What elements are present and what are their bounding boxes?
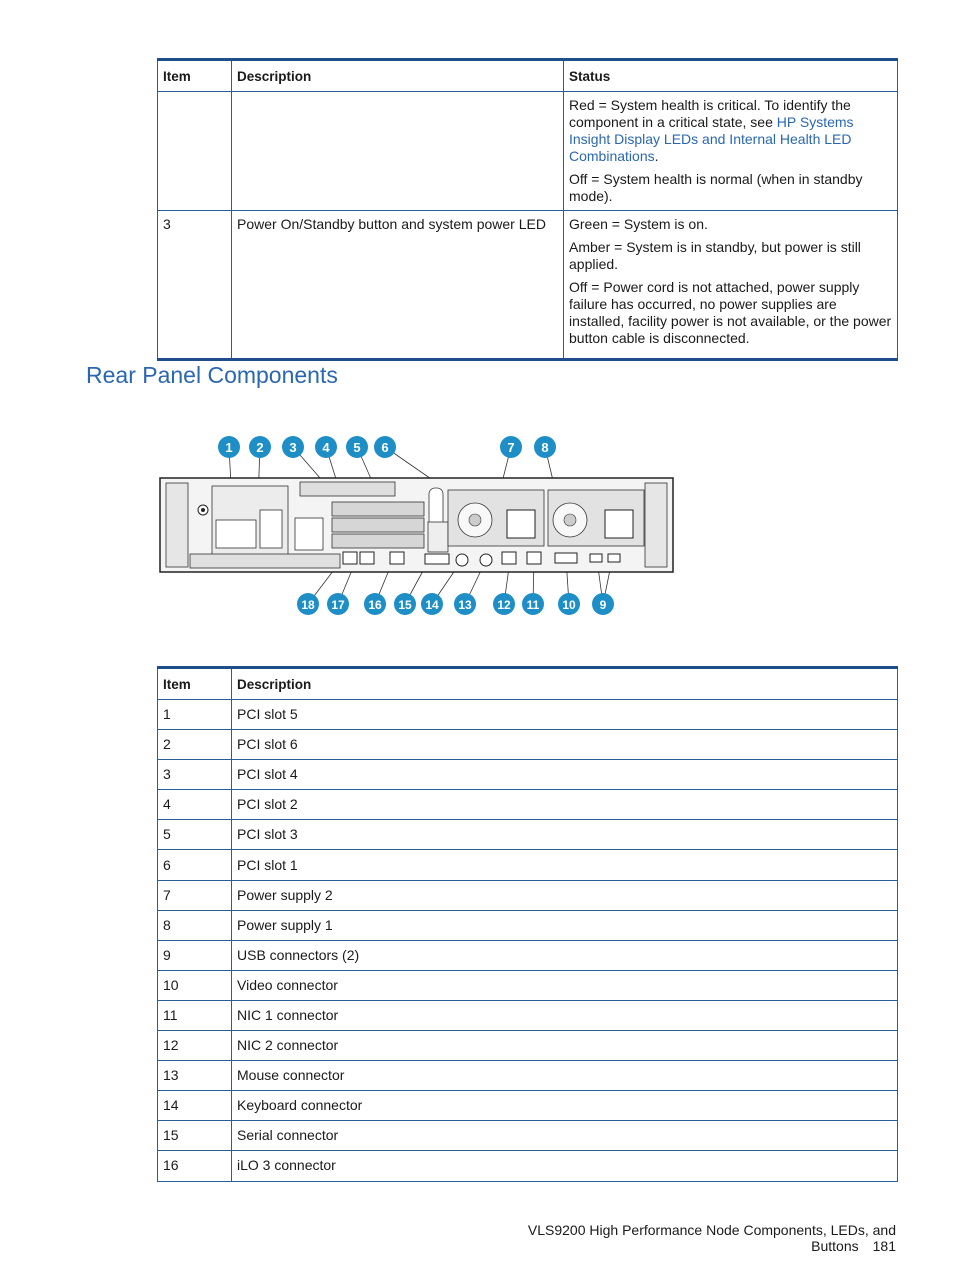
cell-item: 3 (158, 760, 232, 790)
callout-badge (249, 436, 271, 458)
callout-label: 13 (458, 598, 472, 612)
cell-item: 3 (158, 211, 232, 360)
cell-item: 1 (158, 700, 232, 730)
status-off: Off = System health is normal (when in standby mode). (569, 171, 863, 204)
callout-label: 5 (353, 440, 361, 455)
cell-description: PCI slot 1 (232, 850, 898, 880)
cell-item (158, 92, 232, 211)
table-row (158, 92, 898, 211)
cell-description: Power On/Standby button and system power LED (232, 211, 564, 360)
callout-badge (282, 436, 304, 458)
header-item: Item (158, 60, 232, 92)
cell-description: USB connectors (2) (232, 940, 898, 970)
callout-badge (346, 436, 368, 458)
cell-description: Keyboard connector (232, 1091, 898, 1121)
table-row (158, 790, 898, 820)
table-header-row (158, 668, 898, 700)
callout-label: 4 (322, 440, 330, 455)
cell-description: Serial connector (232, 1121, 898, 1151)
cell-item: 7 (158, 880, 232, 910)
header-description: Description (232, 60, 564, 92)
health-led-link[interactable]: HP Systems Insight Display LEDs and Internal Health LED Combinations (569, 114, 854, 164)
table-row (158, 700, 898, 730)
table-row (158, 211, 898, 360)
cell-description: PCI slot 6 (232, 730, 898, 760)
cell-description: PCI slot 4 (232, 760, 898, 790)
cell-description: PCI slot 3 (232, 820, 898, 850)
callout-label: 12 (497, 598, 511, 612)
callout-label: 3 (289, 440, 297, 455)
cell-description: Mouse connector (232, 1061, 898, 1091)
header-item: Item (158, 668, 232, 700)
cell-item: 10 (158, 970, 232, 1000)
cell-item: 15 (158, 1121, 232, 1151)
callout-badge (592, 593, 614, 615)
cell-item: 5 (158, 820, 232, 850)
callout-label: 18 (301, 598, 315, 612)
callout-label: 17 (331, 598, 345, 612)
bottom-callouts (297, 593, 614, 615)
callout-badge (315, 436, 337, 458)
callout-label: 2 (256, 440, 264, 455)
cell-item: 4 (158, 790, 232, 820)
rear-panel-diagram (150, 430, 690, 620)
rear-panel-table (157, 666, 898, 1182)
cell-item: 9 (158, 940, 232, 970)
callout-badge (364, 593, 386, 615)
callout-badge (558, 593, 580, 615)
section-title: Rear Panel Components (86, 362, 338, 388)
cell-item: 13 (158, 1061, 232, 1091)
callout-label: 8 (541, 440, 549, 455)
callout-badge (522, 593, 544, 615)
callout-badge (421, 593, 443, 615)
callout-label: 1 (225, 440, 233, 455)
callout-badge (493, 593, 515, 615)
table-row (158, 1061, 898, 1091)
status-amber: Amber = System is in standby, but power is still applied. (569, 239, 861, 272)
cell-description: NIC 1 connector (232, 1000, 898, 1030)
status-red-suffix: . (654, 148, 659, 164)
table-row (158, 940, 898, 970)
table-body (158, 700, 898, 1182)
table-row (158, 850, 898, 880)
cell-description: Video connector (232, 970, 898, 1000)
header-status: Status (564, 60, 898, 92)
table-row (158, 1121, 898, 1151)
callout-label: 14 (425, 598, 439, 612)
cell-item: 6 (158, 850, 232, 880)
page-footer (440, 1222, 896, 1254)
table-row (158, 1000, 898, 1030)
cell-item: 2 (158, 730, 232, 760)
cell-item: 8 (158, 910, 232, 940)
table-row (158, 760, 898, 790)
table-row (158, 1151, 898, 1181)
led-status-table (157, 58, 898, 361)
table-header-row (158, 60, 898, 92)
table-row (158, 910, 898, 940)
table-row (158, 1091, 898, 1121)
cell-item: 14 (158, 1091, 232, 1121)
status-red (569, 97, 892, 165)
callout-badge (218, 436, 240, 458)
table-row (158, 880, 898, 910)
callout-label: 15 (398, 598, 412, 612)
cell-description: PCI slot 2 (232, 790, 898, 820)
callout-badge (297, 593, 319, 615)
cell-status (564, 211, 898, 360)
table-row (158, 1031, 898, 1061)
cell-description: Power supply 2 (232, 880, 898, 910)
callout-badge (394, 593, 416, 615)
cell-description: iLO 3 connector (232, 1151, 898, 1181)
table-row (158, 730, 898, 760)
table-row (158, 820, 898, 850)
cell-description (232, 92, 564, 211)
footer-text: VLS9200 High Performance Node Components, LEDs, and Buttons (527, 1222, 896, 1254)
table-row (158, 970, 898, 1000)
status-green: Green = System is on. (569, 216, 708, 232)
page-number: 181 (872, 1238, 896, 1254)
status-off: Off = Power cord is not attached, power supply failure has occurred, no power supplies are installed, facility power is not available, or the power button cable is disconnected. (569, 279, 892, 346)
callout-label: 16 (368, 598, 382, 612)
cell-description: NIC 2 connector (232, 1031, 898, 1061)
callout-label: 9 (599, 598, 607, 612)
cell-description: Power supply 1 (232, 910, 898, 940)
callout-label: 11 (526, 598, 540, 612)
cell-item: 12 (158, 1031, 232, 1061)
top-callouts (218, 436, 556, 458)
callout-badge (454, 593, 476, 615)
header-description: Description (232, 668, 898, 700)
callout-label: 6 (381, 440, 389, 455)
cell-item: 16 (158, 1151, 232, 1181)
chassis (160, 478, 673, 572)
cell-description: PCI slot 5 (232, 700, 898, 730)
callout-label: 7 (507, 440, 515, 455)
callout-label: 10 (562, 598, 576, 612)
callout-badge (500, 436, 522, 458)
status-red-text: Red = System health is critical. To identify the component in a critical state, see (569, 97, 851, 130)
callout-badge (327, 593, 349, 615)
cell-item: 11 (158, 1000, 232, 1030)
cell-status (564, 92, 898, 211)
callout-badge (534, 436, 556, 458)
callout-badge (374, 436, 396, 458)
